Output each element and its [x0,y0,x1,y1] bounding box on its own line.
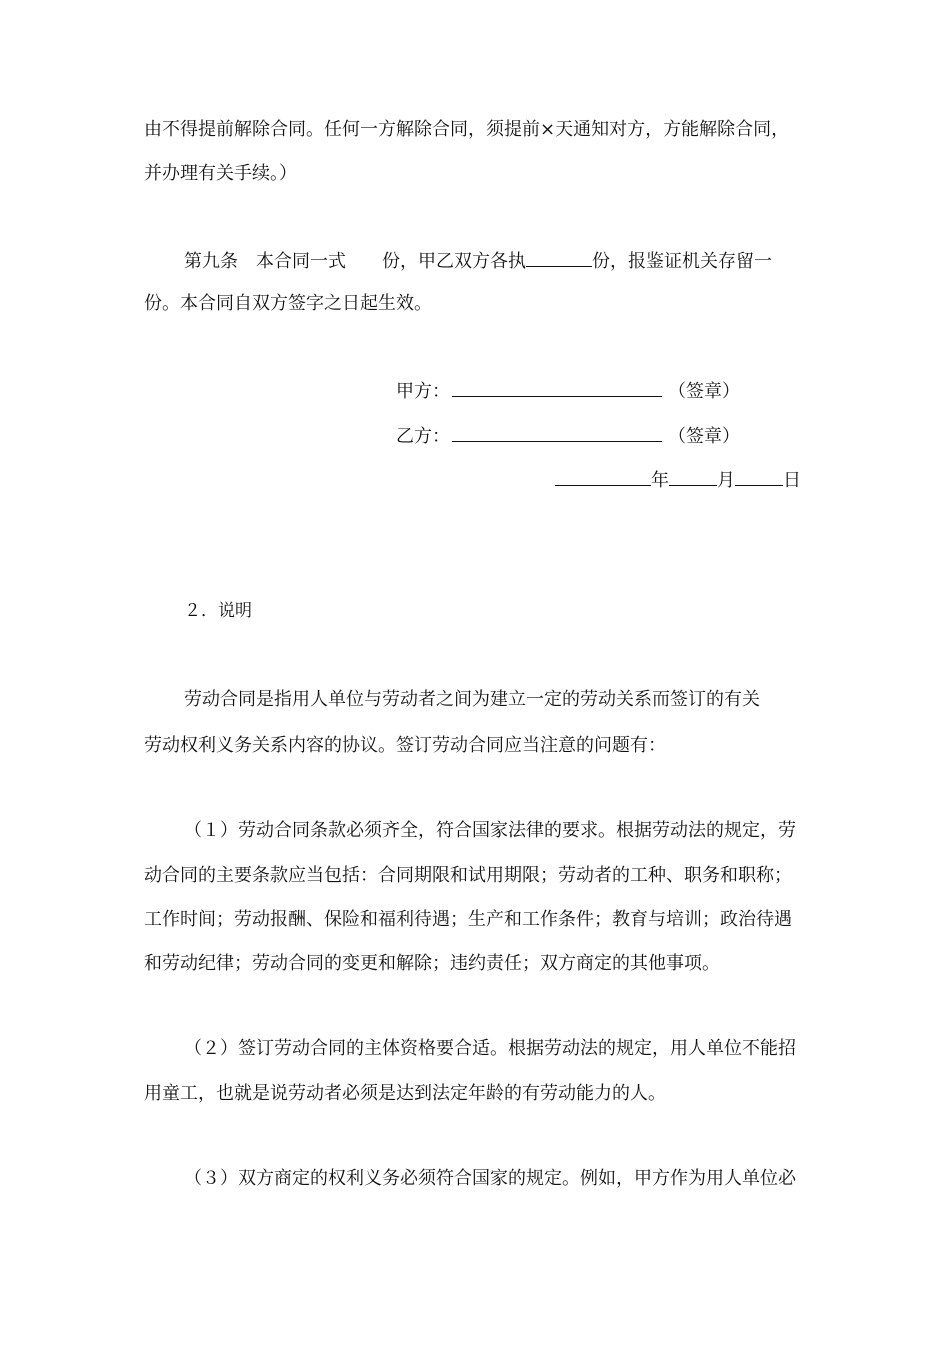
intro-line-1: 劳动合同是指用人单位与劳动者之间为建立一定的劳动关系而签订的有关 [184,689,760,710]
party-b-label: 乙方： [396,426,450,447]
prev-clause-line-1: 由不得提前解除合同。任何一方解除合同，须提前×天通知对方，方能解除合同， [144,119,790,140]
section-heading: ２．说明 [184,601,252,621]
party-b-seal-label: （签章） [668,426,740,447]
party-a-label: 甲方： [396,381,450,402]
article-9-line-1 [184,248,772,274]
year-label: 年 [651,470,669,491]
day-label: 日 [783,470,801,491]
point-3-line-1: （３）双方商定的权利义务必须符合国家的规定。例如，甲方作为用人单位必 [184,1168,796,1189]
copies-each-blank[interactable] [526,248,592,267]
point-2-line-1: （２）签订劳动合同的主体资格要合适。根据劳动法的规定，用人单位不能招 [184,1038,796,1059]
party-a-signature-row [396,378,740,404]
party-a-signature-line[interactable] [452,378,662,397]
point-1-line-1: （１）劳动合同条款必须齐全，符合国家法律的要求。根据劳动法的规定，劳 [184,820,796,841]
year-blank[interactable] [555,467,651,486]
point-2-line-2: 用童工，也就是说劳动者必须是达到法定年龄的有劳动能力的人。 [144,1083,666,1104]
month-blank[interactable] [669,467,717,486]
article-9-line-2: 份。本合同自双方签字之日起生效。 [144,293,432,314]
article-9-text-b: 份，报鉴证机关存留一 [592,251,772,272]
party-b-signature-line[interactable] [452,423,662,442]
signature-date-row [555,467,801,493]
point-1-line-4: 和劳动纪律；劳动合同的变更和解除；违约责任；双方商定的其他事项。 [144,953,720,974]
day-blank[interactable] [735,467,783,486]
month-label: 月 [717,470,735,491]
party-a-seal-label: （签章） [668,381,740,402]
party-b-signature-row [396,423,740,449]
point-1-line-3: 工作时间；劳动报酬、保险和福利待遇；生产和工作条件；教育与培训；政治待遇 [144,909,792,930]
article-9-text-a: 第九条 本合同一式 份，甲乙双方各执 [184,251,526,272]
point-1-line-2: 动合同的主要条款应当包括：合同期限和试用期限；劳动者的工种、职务和职称； [144,865,792,886]
intro-line-2: 劳动权利义务关系内容的协议。签订劳动合同应当注意的问题有： [144,735,666,756]
prev-clause-line-2: 并办理有关手续。） [144,163,297,184]
